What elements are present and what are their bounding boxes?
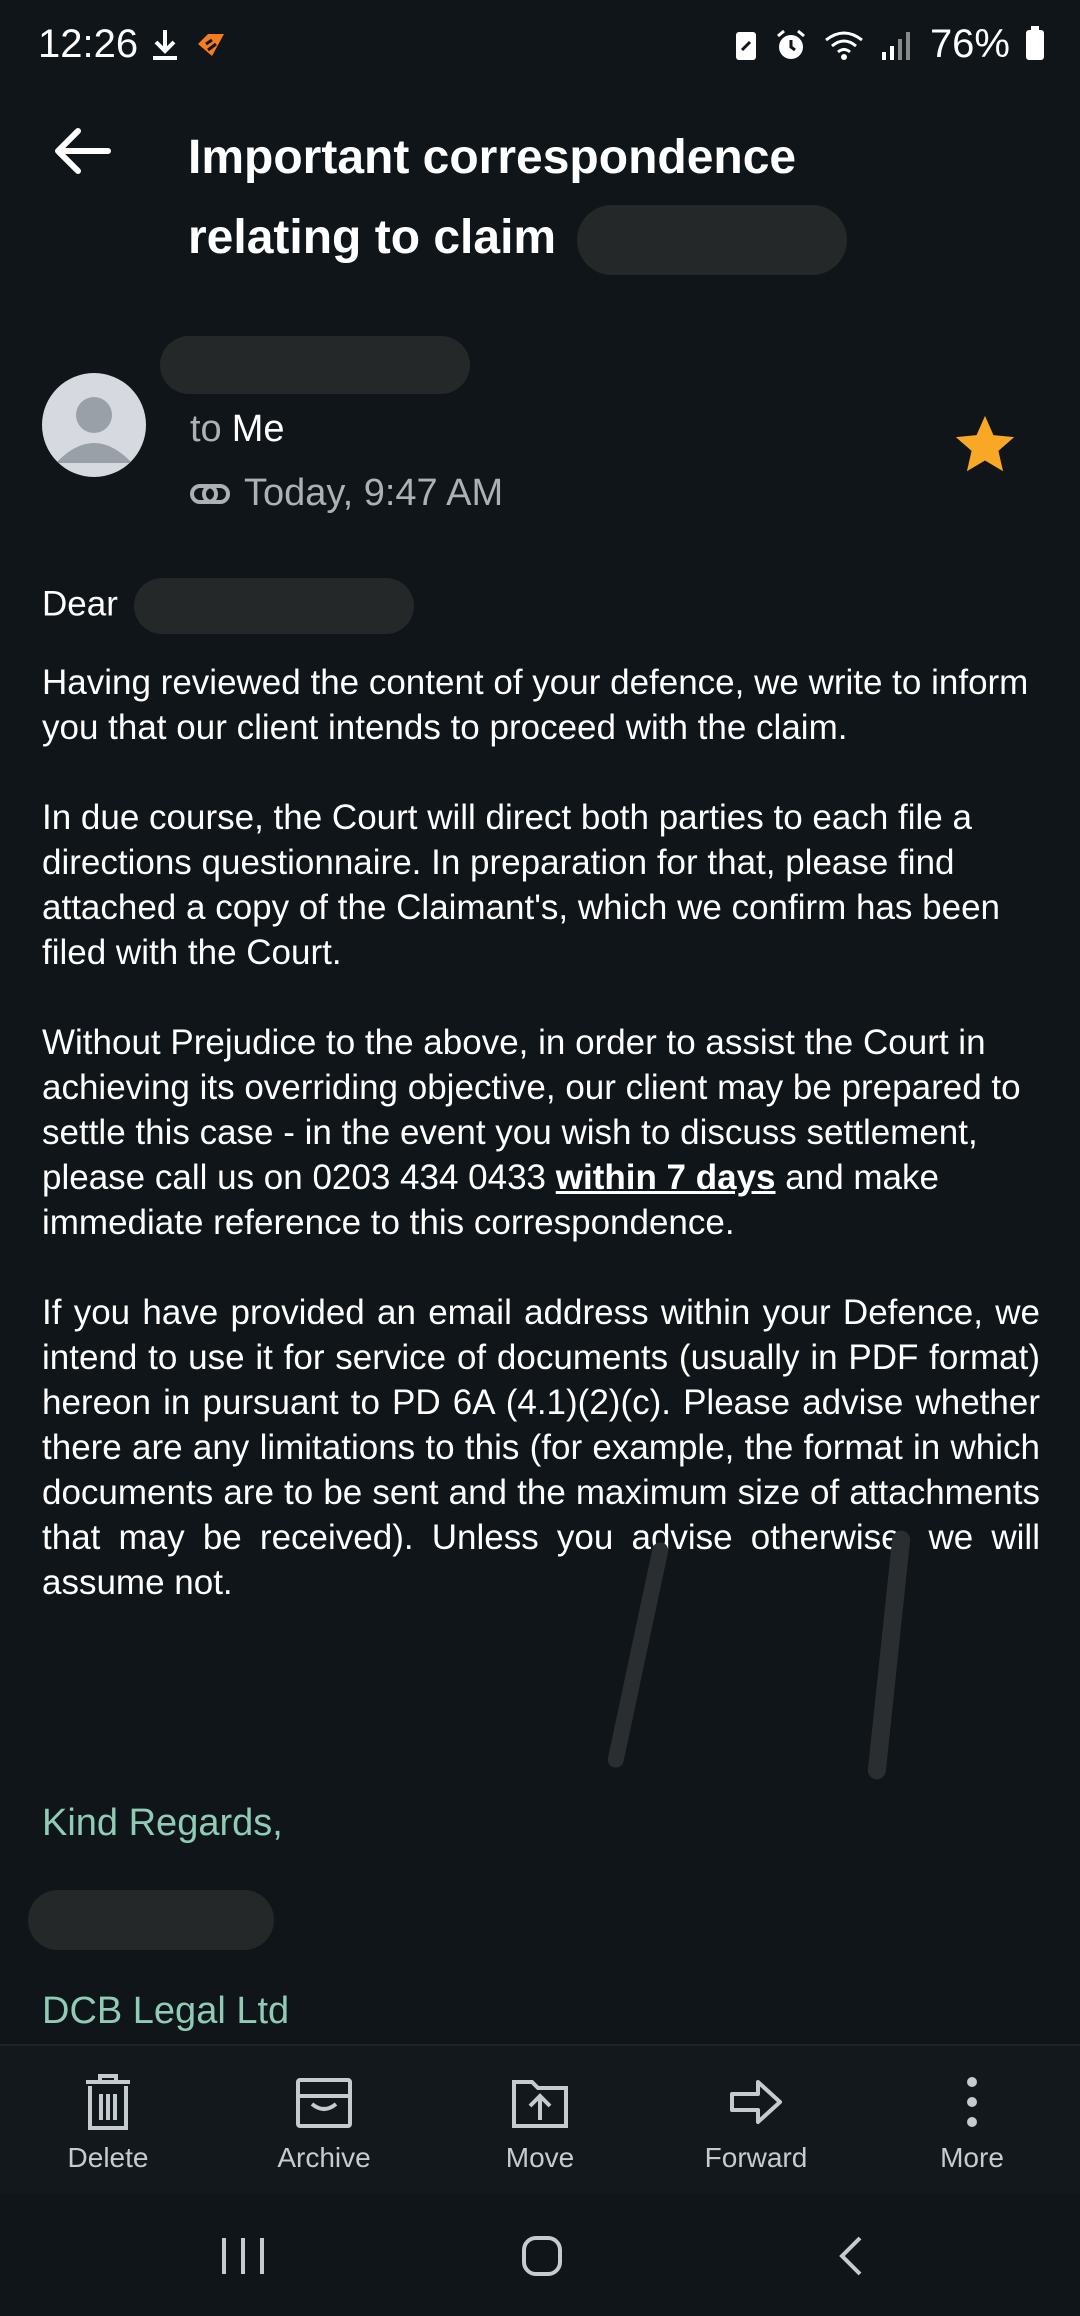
email-subject bbox=[188, 118, 1008, 278]
move-icon bbox=[510, 2072, 570, 2132]
battery-saver-icon bbox=[734, 28, 758, 62]
archive-icon bbox=[294, 2072, 354, 2132]
battery-icon bbox=[1026, 30, 1044, 60]
back-button[interactable] bbox=[50, 118, 116, 184]
paragraph-4: If you have provided an email address within your Defence, we intend to use it for service of documents (usually in PDF format) hereon in pursuant to PD 6A (4.1)(2)(c). Please advise whether there are any limitations to this (for example, the format in which documents are to be sent and the maximum size of attachments that may be received). Unless you advise otherwise, we will assume not. bbox=[42, 1293, 1040, 1602]
sent-date: Today, 9:47 AM bbox=[244, 472, 504, 514]
redaction-mark bbox=[160, 336, 470, 394]
more-label: More bbox=[940, 2142, 1004, 2173]
app-notification-icon bbox=[194, 30, 228, 60]
forward-icon bbox=[726, 2072, 786, 2132]
signal-icon bbox=[880, 28, 914, 62]
forward-button[interactable] bbox=[648, 2046, 864, 2196]
to-label: to bbox=[190, 408, 222, 450]
more-vertical-icon bbox=[942, 2072, 1002, 2132]
system-nav-bar bbox=[0, 2194, 1080, 2316]
home-icon bbox=[520, 2234, 564, 2278]
redacted-claim-number bbox=[577, 205, 847, 275]
subject-line-1: Important correspondence bbox=[188, 131, 797, 184]
alarm-icon bbox=[774, 28, 808, 62]
status-left-icons bbox=[150, 28, 228, 62]
forward-label: Forward bbox=[704, 2142, 808, 2173]
paragraph-3 bbox=[42, 1020, 1040, 1245]
redacted-recipient-name bbox=[134, 578, 414, 634]
trash-icon bbox=[82, 2072, 134, 2132]
attachment-link-icon bbox=[190, 482, 230, 506]
email-body bbox=[42, 578, 1040, 1650]
download-icon bbox=[150, 28, 180, 62]
paragraph-3-end: and make immediate reference to this correspondence. bbox=[42, 1158, 939, 1242]
home-button[interactable] bbox=[520, 2234, 564, 2283]
archive-button[interactable] bbox=[216, 2046, 432, 2196]
sender-avatar[interactable] bbox=[42, 373, 146, 477]
salutation-text: Dear bbox=[42, 584, 118, 624]
system-back-button[interactable] bbox=[830, 2234, 874, 2283]
sender-name-redacted[interactable] bbox=[160, 336, 470, 406]
wifi-icon bbox=[824, 28, 864, 62]
more-button[interactable] bbox=[864, 2046, 1080, 2196]
battery-percentage: 76% bbox=[929, 22, 1010, 66]
paragraph-2: In due course, the Court will direct both parties to each file a directions questionnaire. In preparation for that, please find attached a copy of the Claimant's, which we confirm has been filed with the Court. bbox=[42, 798, 1001, 972]
subject-line-2 bbox=[188, 198, 1008, 278]
archive-label: Archive bbox=[277, 2142, 371, 2173]
person-icon bbox=[42, 373, 146, 477]
redacted-signature bbox=[28, 1890, 274, 1950]
status-time: 12:26 bbox=[38, 22, 139, 66]
move-button[interactable] bbox=[432, 2046, 648, 2196]
paragraph-3-start: Without Prejudice to the above, in order to assist the Court in achieving its overriding objective, our client may be prepared to settle this case - in the event you wish to discuss settlement, please call us on 0203 434 0433 bbox=[42, 1023, 1021, 1197]
paragraph-1: Having reviewed the content of your defence, we write to inform you that our client intends to proceed with the claim. bbox=[42, 663, 1029, 747]
status-bar bbox=[0, 0, 1080, 96]
recent-apps-button[interactable] bbox=[218, 2234, 268, 2283]
subject-line-2-text: relating to claim bbox=[188, 211, 557, 264]
closing: Kind Regards, bbox=[42, 1802, 283, 1844]
arrow-left-icon bbox=[50, 118, 116, 184]
status-right-icons bbox=[734, 22, 1044, 67]
chevron-left-icon bbox=[830, 2234, 874, 2278]
recent-apps-icon bbox=[218, 2234, 268, 2278]
company-name: DCB Legal Ltd bbox=[42, 1990, 290, 2032]
move-label: Move bbox=[505, 2142, 575, 2173]
deadline-emphasis: within 7 days bbox=[555, 1158, 776, 1197]
delete-label: Delete bbox=[67, 2142, 149, 2173]
bottom-action-bar bbox=[0, 2044, 1080, 2196]
recipient-line bbox=[190, 408, 285, 451]
delete-button[interactable] bbox=[0, 2046, 216, 2196]
date-line bbox=[190, 472, 503, 515]
salutation bbox=[42, 578, 1040, 634]
recipient-name: Me bbox=[231, 408, 285, 450]
star-button[interactable] bbox=[950, 410, 1020, 480]
star-icon bbox=[950, 410, 1020, 480]
